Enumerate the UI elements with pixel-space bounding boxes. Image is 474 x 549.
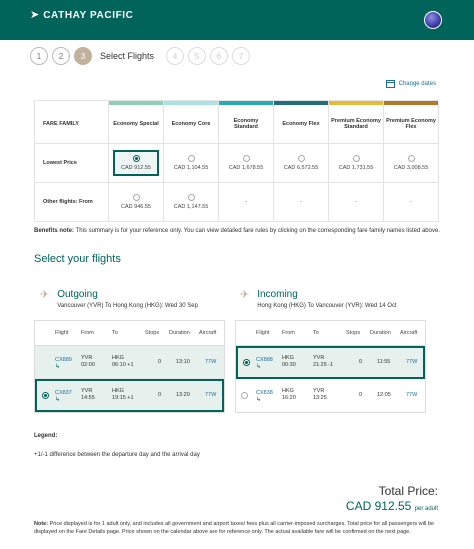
progress-steps xyxy=(30,47,254,65)
step-6: 6 xyxy=(210,47,228,65)
step-1[interactable]: 1 xyxy=(30,47,48,65)
fare-cell[interactable] xyxy=(109,144,164,183)
fare-family-premium-economy-flex[interactable]: Premium Economy Flex xyxy=(384,101,439,144)
fare-cell[interactable]: CAD 946.55 xyxy=(109,183,164,222)
baggage-icon: ↳ xyxy=(55,397,61,403)
per-adult-label: per adult xyxy=(414,506,438,512)
step-7: 7 xyxy=(232,47,250,65)
flight-code: CX888 ↳ xyxy=(256,357,273,370)
selected-fare: CAD 912.55 xyxy=(113,150,159,176)
calendar-icon xyxy=(386,80,395,88)
outgoing-flight-list xyxy=(34,320,225,413)
incoming-flight-list xyxy=(235,320,426,413)
fare-family-header: FARE FAMILY xyxy=(35,101,109,144)
radio-button xyxy=(188,194,195,201)
benefits-text: This summary is for your reference only. You can view detailed fare rules by clicking on the corresponding fare family names listed above. xyxy=(75,228,440,234)
flight-row-selected[interactable]: CX837 ↳ YVR 14:55 HKG 19:15 +1 0 13:20 77W xyxy=(35,379,224,412)
fare-cell: - xyxy=(219,183,274,222)
total-price xyxy=(346,499,438,513)
radio-button[interactable] xyxy=(243,359,250,366)
lowest-price-label: Lowest Price xyxy=(35,144,109,183)
flight-list-header: Flight From To Stops Duration Aircraft xyxy=(35,321,224,346)
other-flights-label: Other flights: From xyxy=(35,183,109,222)
flight-row-selected[interactable]: CX888 ↳ HKG 00:30 YVR 21:25 -1 0 11:55 77W xyxy=(236,346,425,379)
site-header xyxy=(0,0,474,40)
fare-cell[interactable]: CAD 6,572.55 xyxy=(274,144,329,183)
brand-logo[interactable] xyxy=(30,10,133,21)
radio-button[interactable] xyxy=(42,392,49,399)
fare-cell[interactable]: CAD 3,008.55 xyxy=(384,144,439,183)
benefits-note xyxy=(34,227,444,235)
fare-family-premium-economy-standard[interactable]: Premium Economy Standard xyxy=(329,101,384,144)
step-2[interactable]: 2 xyxy=(52,47,70,65)
fare-cell[interactable]: CAD 1,104.55 xyxy=(164,144,219,183)
fare-cell[interactable]: CAD 1,731.55 xyxy=(329,144,384,183)
note-text: Price displayed is for 1 adult only, and includes all government and airport taxes/ fees plus all carrier-imposed surcharges. Total price for all passengers will be displayed on the Fare Details page. Price shown on the calendar above are for reference only. The actual available fare will be confirmed on the next page. xyxy=(34,521,434,535)
fare-family-economy-special[interactable]: Economy Special xyxy=(109,101,164,144)
flight-row[interactable]: CX838 ↳ HKG 16:20 YVR 13:25 0 12:05 77W xyxy=(236,379,425,412)
radio-button xyxy=(188,155,195,162)
flight-code: CX838 ↳ xyxy=(256,390,273,403)
fare-cell[interactable]: CAD 1,678.55 xyxy=(219,144,274,183)
brand-name: CATHAY PACIFIC xyxy=(43,10,134,21)
fare-cell: - xyxy=(274,183,329,222)
step-4: 4 xyxy=(166,47,184,65)
total-price-label: Total Price: xyxy=(378,484,438,498)
radio-button[interactable] xyxy=(241,392,248,399)
outgoing-header xyxy=(40,289,198,309)
fare-family-table xyxy=(34,100,439,222)
plane-icon: ✈ xyxy=(240,289,250,301)
radio-button xyxy=(353,155,360,162)
benefits-label: Benefits note: xyxy=(34,228,75,234)
fare-family-economy-core[interactable]: Economy Core xyxy=(164,101,219,144)
legend-title: Legend: xyxy=(34,433,58,439)
flight-row[interactable]: CX889 ↳ YVR 02:00 HKG 06:10 +1 0 13:10 77W xyxy=(35,346,224,379)
fare-cell: - xyxy=(329,183,384,222)
radio-button xyxy=(133,155,140,162)
outgoing-title: Outgoing xyxy=(57,289,98,300)
fare-cell: - xyxy=(384,183,439,222)
flight-code: CX889 ↳ xyxy=(55,357,72,370)
outgoing-route: Vancouver (YVR) To Hong Kong (HKG): Wed 30 Sep xyxy=(57,303,198,309)
total-price-value: CAD 912.55 xyxy=(345,499,412,513)
radio-button xyxy=(133,194,140,201)
incoming-route: Hong Kong (HKG) To Vancouver (YVR): Wed 14 Oct xyxy=(257,303,397,309)
fare-family-economy-flex[interactable]: Economy Flex xyxy=(274,101,329,144)
radio-button xyxy=(243,155,250,162)
radio-button xyxy=(298,155,305,162)
legend-text: +1/-1 difference between the departure day and the arrival day xyxy=(34,452,200,458)
change-dates-link[interactable] xyxy=(386,80,436,88)
globe-icon[interactable] xyxy=(424,11,442,29)
flight-list-header: Flight From To Stops Duration Aircraft xyxy=(236,321,425,346)
select-flights-title: Select your flights xyxy=(34,253,121,265)
step-3: 3 xyxy=(74,47,92,65)
incoming-header xyxy=(240,289,397,309)
fare-family-economy-standard[interactable]: Economy Standard xyxy=(219,101,274,144)
baggage-icon: ↳ xyxy=(256,397,262,403)
note-label: Note: xyxy=(34,521,49,527)
baggage-icon: ↳ xyxy=(55,364,61,370)
active-step-label: Select Flights xyxy=(100,51,155,61)
brushwing-icon: ➤ xyxy=(30,9,40,21)
flight-code: CX837 ↳ xyxy=(55,390,72,403)
incoming-title: Incoming xyxy=(257,289,298,300)
baggage-icon: ↳ xyxy=(256,364,262,370)
plane-icon: ✈ xyxy=(40,289,50,301)
step-5: 5 xyxy=(188,47,206,65)
change-dates-label: Change dates xyxy=(398,81,436,87)
fare-cell[interactable]: CAD 1,147.55 xyxy=(164,183,219,222)
radio-button xyxy=(408,155,415,162)
price-note xyxy=(34,521,440,536)
